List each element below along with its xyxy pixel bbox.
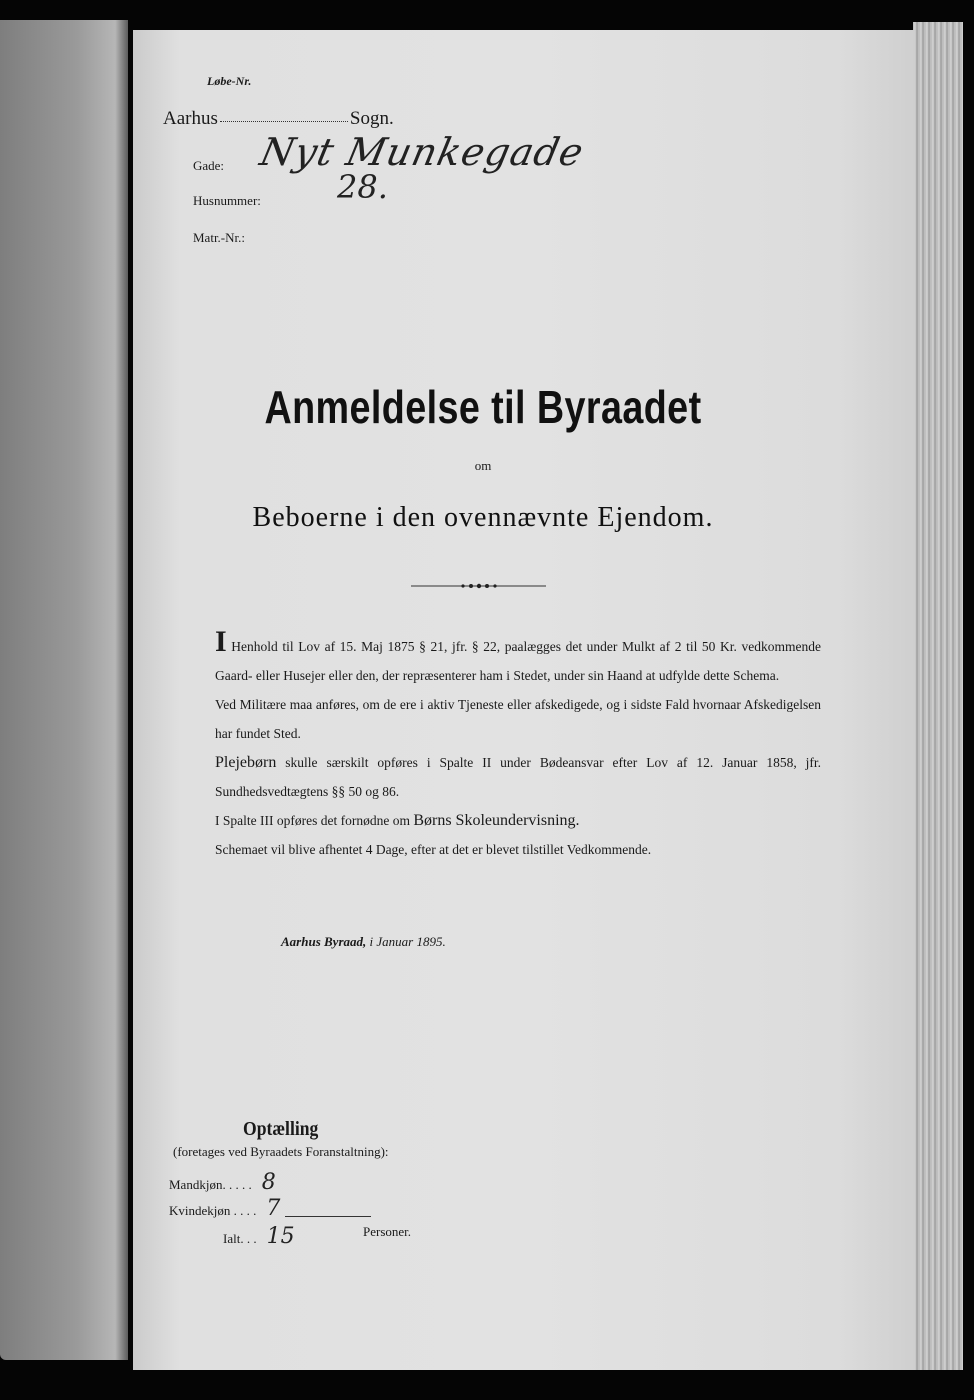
instruction-paragraph-2: Ved Militære maa anføres, om de ere i aktiv Tjeneste eller afskedigede, og i sidste Fald hvornaar Afskedigelsen har fundet Sted. bbox=[215, 697, 821, 741]
issuer-signature bbox=[281, 934, 446, 950]
paragraph-1-text: Henhold til Lov af 15. Maj 1875 § 21, jfr. § 22, paalægges det under Mulkt af 2 til 50 Kr. vedkommende Gaard- eller Husejer eller den, der repræsenterer ham i Stedet, under sin Haand at udfylde dette Schema. bbox=[215, 639, 821, 683]
kvindekjon-row bbox=[169, 1196, 280, 1221]
instruction-paragraph-1 bbox=[159, 625, 821, 690]
page-stack-edges bbox=[913, 22, 963, 1370]
issue-date: i Januar 1895. bbox=[369, 934, 446, 949]
document-page bbox=[133, 30, 915, 1370]
page-subtitle: Beboerne i den ovennævnte Ejendom. bbox=[252, 502, 714, 533]
gade-label: Gade: bbox=[193, 158, 225, 173]
ornament-divider bbox=[411, 583, 546, 589]
ialt-value: 15 bbox=[266, 1224, 295, 1249]
husnummer-label: Husnummer: bbox=[193, 193, 261, 208]
page-title: Anmeldelse til Byraadet bbox=[264, 381, 702, 433]
plejeborn-emphasis: Plejebørn bbox=[215, 754, 277, 771]
ialt-label: Ialt. . . bbox=[223, 1231, 257, 1246]
issuer-name: Aarhus Byraad, bbox=[281, 934, 367, 949]
parish-blank bbox=[220, 121, 348, 122]
husnummer-value: 28. bbox=[337, 168, 388, 206]
sum-rule bbox=[285, 1216, 371, 1217]
paragraph-4-text: I Spalte III opføres det fornødne om bbox=[215, 813, 410, 828]
paragraph-3-text: skulle særskilt opføres i Spalte II under Bødeansvar efter Lov af 12. Januar 1858, jfr. Sundhedsvedtægtens §§ 50 og 86. bbox=[215, 755, 822, 799]
count-note: (foretages ved Byraadets Foranstaltning): bbox=[173, 1144, 389, 1159]
mandkjon-row bbox=[169, 1170, 276, 1195]
instructions-body bbox=[159, 625, 822, 864]
instruction-paragraph-4 bbox=[159, 806, 821, 835]
skoleundervisning-emphasis: Børns Skoleundervisning. bbox=[413, 812, 580, 829]
sogn-label: Sogn. bbox=[349, 108, 394, 129]
matr-label: Matr.-Nr.: bbox=[193, 230, 245, 245]
personer-label: Personer. bbox=[363, 1224, 412, 1239]
mandkjon-label: Mandkjøn. . . . . bbox=[169, 1177, 252, 1192]
parish-line bbox=[163, 108, 394, 130]
city-name: Aarhus bbox=[163, 108, 218, 129]
count-title: Optælling bbox=[243, 1118, 319, 1140]
gade-value: Nyt Munkegade bbox=[256, 130, 588, 174]
kvindekjon-label: Kvindekjøn . . . . bbox=[169, 1203, 257, 1218]
left-page-edge bbox=[0, 20, 128, 1360]
drop-cap: I bbox=[215, 625, 227, 658]
ialt-row bbox=[223, 1224, 295, 1249]
lobe-nr-label: Løbe-Nr. bbox=[207, 74, 252, 88]
kvindekjon-value: 7 bbox=[266, 1196, 281, 1221]
mandkjon-value: 8 bbox=[261, 1170, 276, 1195]
instruction-paragraph-3 bbox=[159, 748, 821, 806]
instruction-paragraph-5: Schemaet vil blive afhentet 4 Dage, efter at det er blevet tilstillet Vedkommende. bbox=[215, 842, 652, 857]
title-connector: om bbox=[474, 458, 492, 473]
